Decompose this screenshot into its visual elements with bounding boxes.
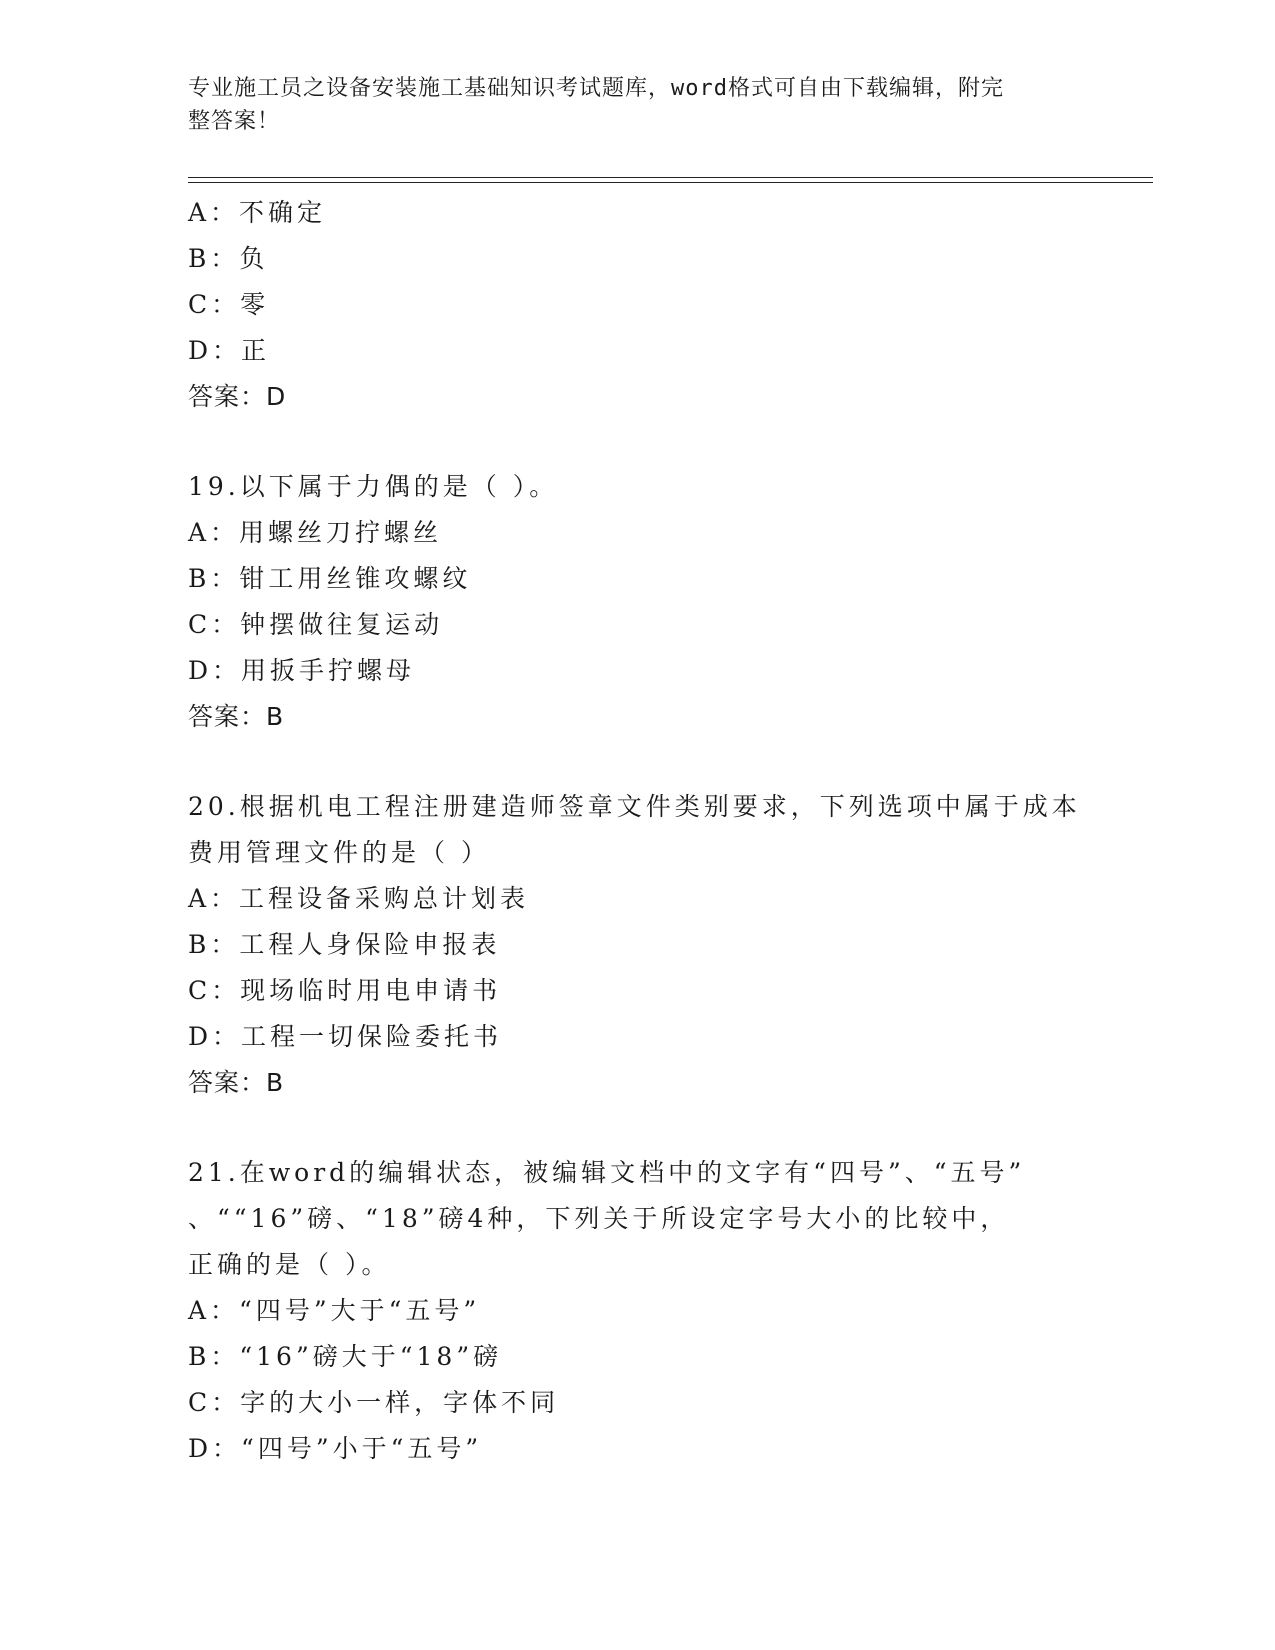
option-c: C：现场临时用电申请书 [188,976,502,1005]
question-stem-line-2: 、““16”磅、“18”磅4种，下列关于所设定字号大小的比较中， [188,1204,1010,1233]
question-stem-line-1: 20.根据机电工程注册建造师签章文件类别要求，下列选项中属于成本 [188,792,1081,821]
option-c: C：钟摆做往复运动 [188,610,444,639]
option-b: B：“16”磅大于“18”磅 [188,1342,503,1371]
question-stem-line-2: 费用管理文件的是（ ） [188,838,490,867]
option-d: D：“四号”小于“五号” [188,1434,483,1463]
option-c: C：零 [188,290,270,319]
option-d: D：工程一切保险委托书 [188,1022,503,1051]
option-a: A：用螺丝刀拧螺丝 [188,518,443,547]
option-c: C：字的大小一样，字体不同 [188,1388,560,1417]
option-a: A：不确定 [188,198,327,227]
answer: 答案：B [188,702,285,731]
option-a: A：“四号”大于“五号” [188,1296,481,1325]
question-stem-line-1: 21.在word的编辑状态，被编辑文档中的文字有“四号”、“五号” [188,1158,1026,1187]
question-stem-line-3: 正确的是（ ）。 [188,1250,391,1279]
answer: 答案：D [188,382,287,411]
header-rule-top [188,177,1153,178]
header-line-2: 整答案！ [188,109,281,134]
option-b: B：负 [188,244,269,273]
question-21 [188,1150,1088,1472]
answer: 答案：B [188,1068,285,1097]
option-a: A：工程设备采购总计划表 [188,884,530,913]
question-content [188,190,1088,1472]
document-header [188,72,1068,138]
header-line-1: 专业施工员之设备安装施工基础知识考试题库，word格式可自由下载编辑，附完 [188,76,1004,101]
header-rule-bottom [188,182,1153,183]
option-b: B：钳工用丝锥攻螺纹 [188,564,472,593]
question-20 [188,784,1088,1106]
question-stem: 19.以下属于力偶的是（ ）。 [188,472,559,501]
option-b: B：工程人身保险申报表 [188,930,501,959]
option-d: D：用扳手拧螺母 [188,656,416,685]
question-18-tail [188,190,1088,420]
question-19 [188,464,1088,740]
option-d: D：正 [188,336,271,365]
